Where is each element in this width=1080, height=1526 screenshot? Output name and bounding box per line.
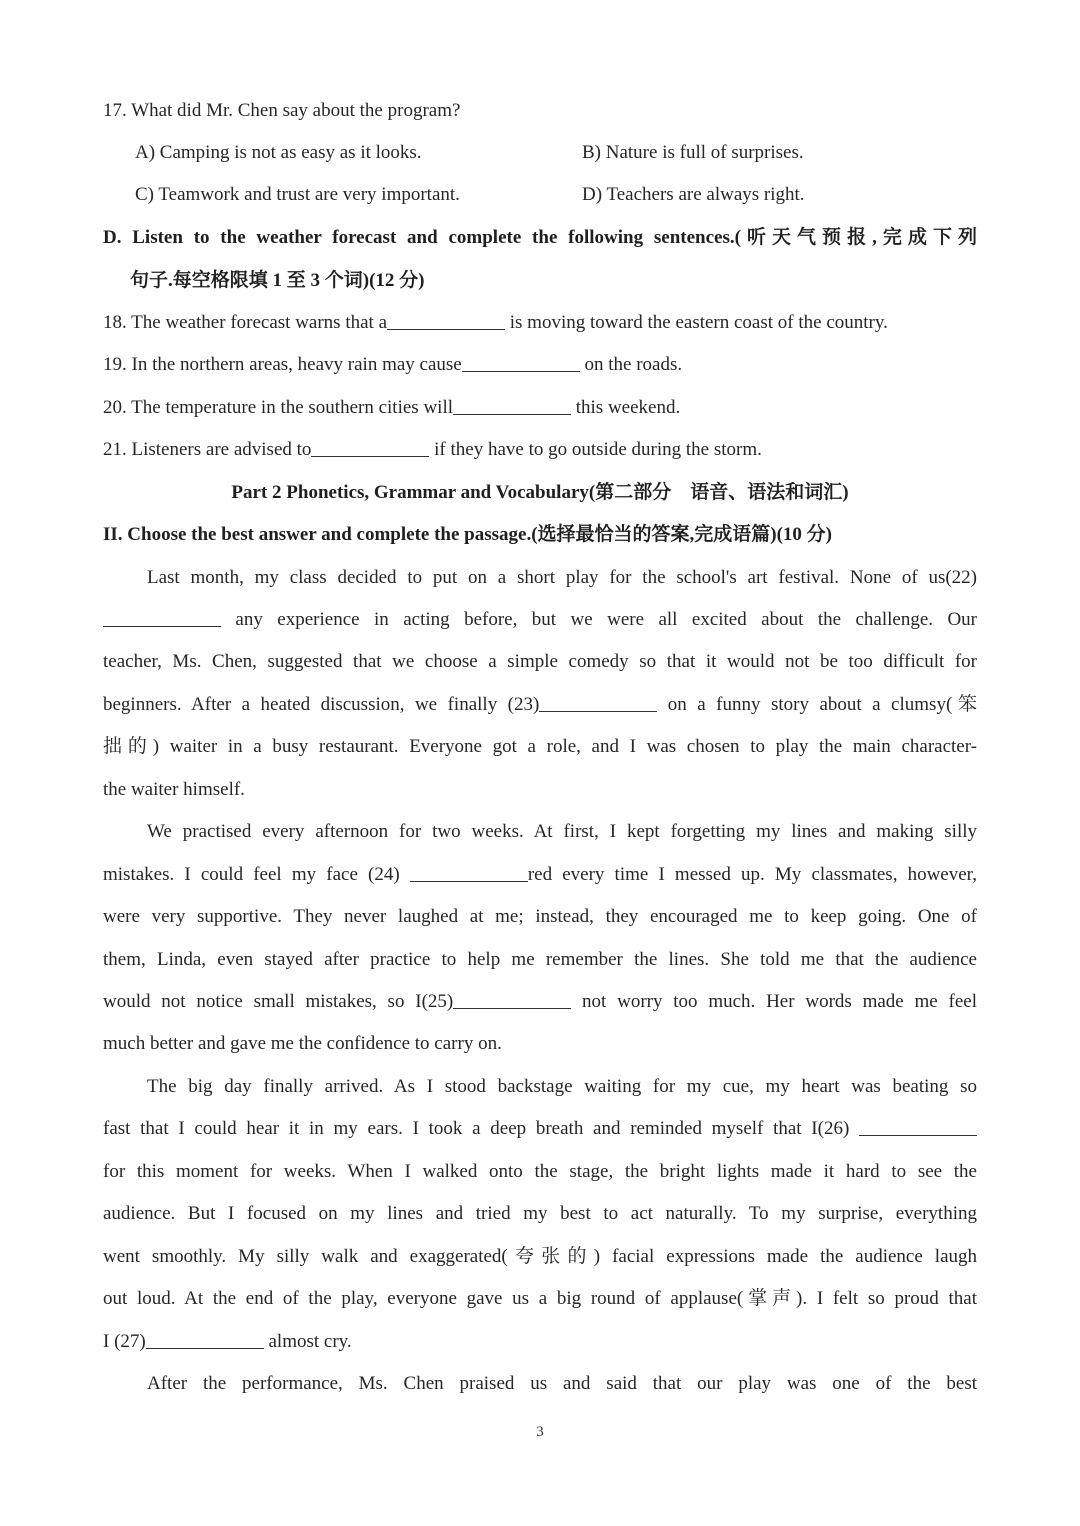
section-2-heading: II. Choose the best answer and complete the passage.(选择最恰当的答案,完成语篇)(10 分): [103, 524, 833, 545]
passage-line: We practised every afternoon for two weeks. At first, I kept forgetting my lines and making silly: [147, 821, 977, 842]
q17-option-b: B) Nature is full of surprises.: [582, 142, 804, 163]
q19: [103, 352, 977, 378]
passage-text: fast that I could hear it in my ears. I took a deep breath and reminded myself that I(26): [103, 1118, 859, 1139]
q17-option-a: A) Camping is not as easy as it looks.: [135, 142, 422, 163]
passage-line: [103, 607, 977, 633]
q17-option-c: C) Teamwork and trust are very important.: [135, 184, 460, 205]
passage-line: The big day finally arrived. As I stood backstage waiting for my cue, my heart was beating so: [147, 1076, 977, 1097]
passage-line: Last month, my class decided to put on a short play for the school's art festival. None of us(22): [147, 567, 977, 588]
q25-answer-blank[interactable]: [453, 1007, 571, 1009]
passage-line: for this moment for weeks. When I walked onto the stage, the bright lights made it hard to see the: [103, 1161, 977, 1182]
q18: [103, 310, 977, 336]
part-2-heading: Part 2 Phonetics, Grammar and Vocabulary(第二部分 语音、语法和词汇): [231, 482, 849, 503]
q17-options-row-2: [135, 182, 977, 208]
q20-text-before: 20. The temperature in the southern cities will: [103, 397, 453, 418]
q24-answer-blank[interactable]: [410, 880, 528, 882]
q17-options-row-1: [135, 140, 977, 166]
q20: [103, 395, 977, 421]
q17-stem: 17. What did Mr. Chen say about the program?: [103, 100, 461, 121]
passage-line: went smoothly. My silly walk and exaggerated(夸张的) facial expressions made the audience laugh: [103, 1246, 977, 1267]
passage-line: [103, 862, 977, 888]
passage-line: [103, 1116, 977, 1142]
q22-answer-blank[interactable]: [103, 625, 221, 627]
q27-answer-blank[interactable]: [146, 1347, 264, 1349]
q20-answer-blank[interactable]: [453, 413, 571, 415]
q20-text-after: this weekend.: [571, 397, 681, 418]
section-d-heading-line-2: 句子.每空格限填 1 至 3 个词)(12 分): [130, 270, 425, 291]
section-d-heading-line-1: D. Listen to the weather forecast and complete the following sentences.(听天气预报,完成下列: [103, 227, 977, 248]
q23-answer-blank[interactable]: [539, 710, 657, 712]
q21-text-after: if they have to go outside during the storm.: [429, 439, 762, 460]
q18-answer-blank[interactable]: [387, 328, 505, 330]
q21: [103, 437, 977, 463]
passage-line: much better and gave me the confidence to carry on.: [103, 1033, 502, 1054]
page-number: 3: [536, 1424, 544, 1440]
passage-text: not worry too much. Her words made me feel: [571, 991, 977, 1012]
q26-answer-blank[interactable]: [859, 1134, 977, 1136]
passage-text: on a funny story about a clumsy(笨: [657, 694, 977, 715]
passage-text: any experience in acting before, but we were all excited about the challenge. Our: [221, 609, 977, 630]
passage-text: red every time I messed up. My classmates, however,: [527, 864, 977, 885]
passage-text: I (27): [103, 1331, 146, 1352]
passage-line: the waiter himself.: [103, 779, 245, 800]
passage-line: [103, 1329, 977, 1355]
passage-line: out loud. At the end of the play, everyone gave us a big round of applause(掌声). I felt so proud that: [103, 1288, 977, 1309]
passage-text: mistakes. I could feel my face (24): [103, 864, 410, 885]
q19-answer-blank[interactable]: [462, 370, 580, 372]
passage-line: them, Linda, even stayed after practice to help me remember the lines. She told me that the audience: [103, 949, 977, 970]
passage-line: audience. But I focused on my lines and tried my best to act naturally. To my surprise, everything: [103, 1203, 977, 1224]
q21-answer-blank[interactable]: [311, 455, 429, 457]
q19-text-after: on the roads.: [579, 354, 683, 375]
passage-line: 拙的) waiter in a busy restaurant. Everyone got a role, and I was chosen to play the main character-: [103, 736, 977, 757]
passage-text: almost cry.: [263, 1331, 352, 1352]
passage-line: teacher, Ms. Chen, suggested that we choose a simple comedy so that it would not be too difficult for: [103, 651, 977, 672]
q17-option-d: D) Teachers are always right.: [582, 184, 805, 205]
q19-text-before: 19. In the northern areas, heavy rain may cause: [103, 354, 462, 375]
q18-text-after: is moving toward the eastern coast of the country.: [505, 312, 888, 333]
passage-line: were very supportive. They never laughed at me; instead, they encouraged me to keep going. One of: [103, 906, 977, 927]
passage-line: After the performance, Ms. Chen praised us and said that our play was one of the best: [147, 1373, 977, 1394]
passage-line: [103, 989, 977, 1015]
q21-text-before: 21. Listeners are advised to: [103, 439, 312, 460]
passage-text: beginners. After a heated discussion, we finally (23): [103, 694, 540, 715]
passage-line: [103, 692, 977, 718]
passage-text: would not notice small mistakes, so I(25): [103, 991, 454, 1012]
q18-text-before: 18. The weather forecast warns that a: [103, 312, 387, 333]
